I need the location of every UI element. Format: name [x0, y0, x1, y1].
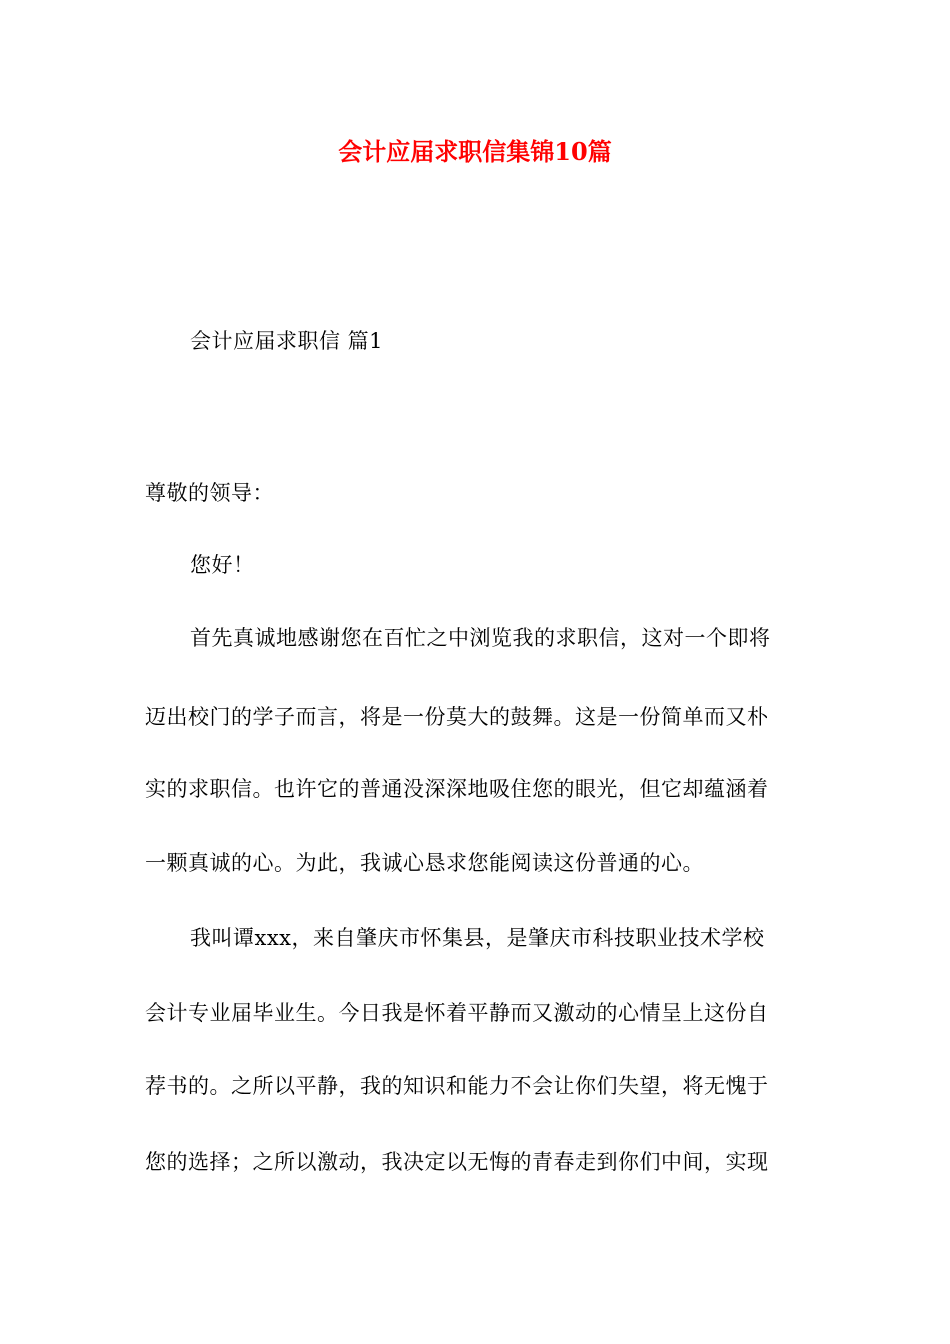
body-line: 实的求职信。也许它的普通没深深地吸住您的眼光，但它却蕴涵着 — [145, 777, 769, 801]
section-heading: 会计应届求职信 篇1 — [190, 329, 384, 353]
body-line: 会计专业届毕业生。今日我是怀着平静而又激动的心情呈上这份自 — [145, 1001, 769, 1025]
body-line: 迈出校门的学子而言，将是一份莫大的鼓舞。这是一份简单而又朴 — [145, 705, 769, 729]
body-line: 荐书的。之所以平静，我的知识和能力不会让你们失望，将无愧于 — [145, 1074, 769, 1098]
body-line: 我叫谭xxx，来自肇庆市怀集县，是肇庆市科技职业技术学校 — [190, 926, 765, 950]
greeting: 您好！ — [190, 553, 255, 577]
body-line: 您的选择；之所以激动，我决定以无悔的青春走到你们中间，实现 — [145, 1150, 769, 1174]
body-line: 一颗真诚的心。为此，我诚心恳求您能阅读这份普通的心。 — [145, 851, 704, 875]
salutation: 尊敬的领导： — [145, 481, 274, 505]
body-line: 首先真诚地感谢您在百忙之中浏览我的求职信，这对一个即将 — [190, 626, 771, 650]
document-title: 会计应届求职信集锦10篇 — [338, 137, 612, 166]
